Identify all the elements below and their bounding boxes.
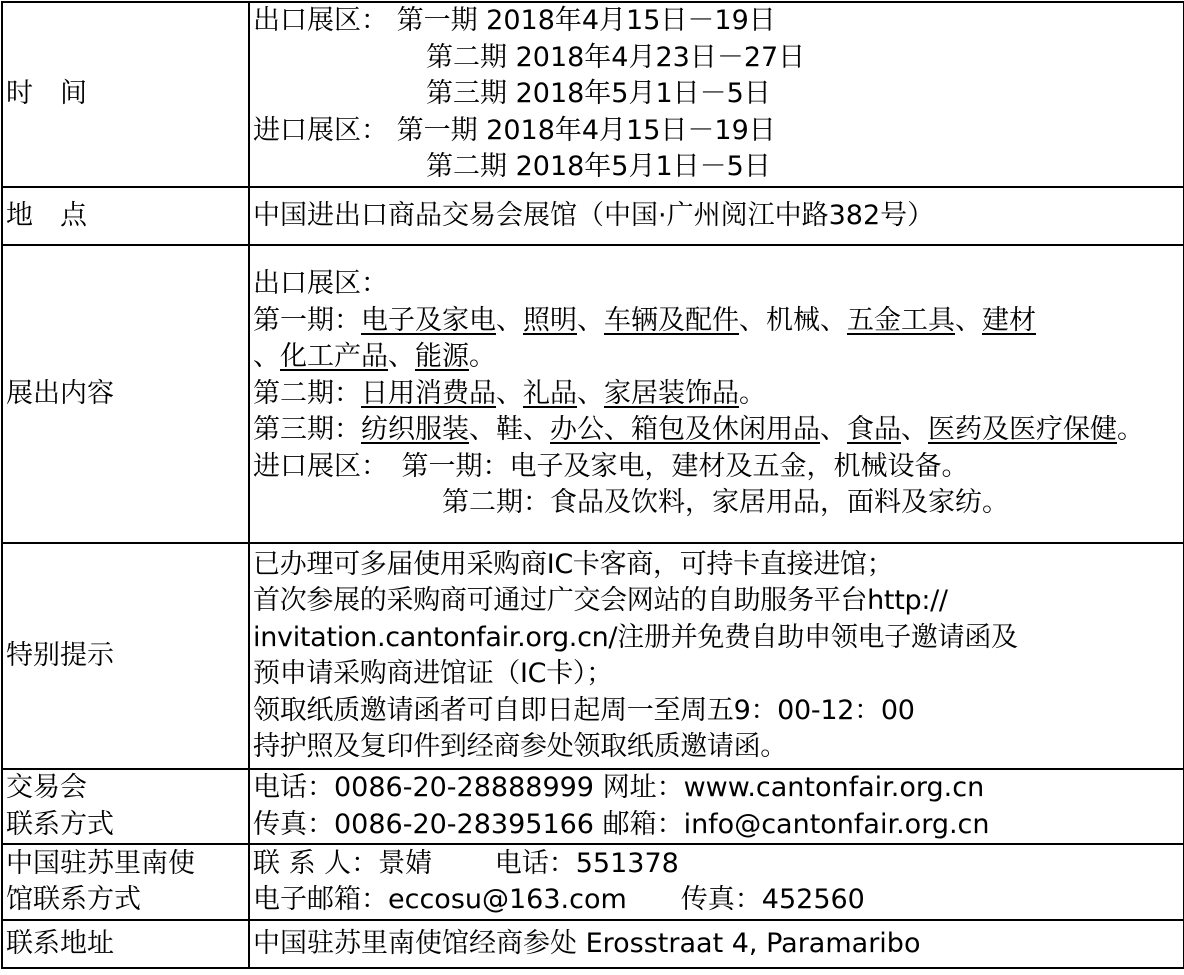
notice-row	[2, 543, 1184, 769]
notice-line: 领取纸质邀请函者可自即日起周一至周五9：00-12：00	[253, 694, 915, 726]
notice-line: 首次参展的采购商可通过广交会网站的自助服务平台http://	[253, 585, 948, 616]
exhibit-item: 电子及家电	[361, 304, 496, 336]
exhibits-label: 展出内容	[2, 245, 249, 543]
fair-fax-email: 传真：0086-20-28395166 邮箱：info@cantonfair.org.cn	[253, 808, 990, 840]
time-content	[249, 2, 1184, 187]
exhibit-item: 家居装饰品	[604, 377, 739, 409]
fair-contact-row	[2, 769, 1184, 844]
location-content: 中国进出口商品交易会展馆（中国·广州阅江中路382号）	[249, 187, 1184, 245]
import-phase1: 第一期：电子及家电，建材及五金，机械设备。	[401, 450, 969, 482]
exhibit-item: 纺织服装	[361, 414, 469, 446]
exhibit-item: 鞋	[496, 414, 523, 446]
notice-content	[249, 543, 1184, 769]
time-line: 进口展区： 第一期 2018年4月15日－19日	[253, 114, 776, 146]
fair-contact-label-line: 联系方式	[6, 808, 114, 840]
phase2-line: 第二期：日用消费品、礼品、家居装饰品。	[253, 377, 766, 409]
exhibit-item: 五金工具	[847, 304, 955, 336]
import-header: 进口展区：	[253, 450, 375, 482]
location-label: 地 点	[2, 187, 249, 245]
time-line: 第二期 2018年4月23日－27日	[426, 41, 806, 73]
time-label: 时 间	[2, 2, 249, 187]
fair-contact-label-line: 交易会	[6, 772, 87, 803]
exhibits-row	[2, 245, 1184, 543]
phase2-prefix: 第二期：	[253, 377, 361, 409]
address-row	[2, 920, 1184, 968]
time-line: 第二期 2018年5月1日－5日	[426, 151, 771, 183]
import-header-line	[253, 449, 1183, 486]
exhibit-item: 化工产品	[280, 341, 388, 373]
phase3-line: 第三期：纺织服装、鞋、办公、箱包及休闲用品、食品、医药及医疗保健。	[253, 414, 1144, 446]
import-phase2: 第二期：食品及饮料，家居用品，面料及家纺。	[442, 487, 1009, 519]
exhibit-item: 建材	[982, 304, 1036, 336]
embassy-email-fax: 电子邮箱：eccosu@163.com 传真：452560	[253, 884, 865, 915]
location-row	[2, 187, 1184, 245]
notice-line: 预申请采购商进馆证（IC卡）；	[253, 658, 613, 689]
exhibit-item: 食品	[847, 414, 901, 446]
notice-line: 已办理可多届使用采购商IC卡客商，可持卡直接进馆；	[253, 548, 894, 580]
time-line: 出口展区： 第一期 2018年4月15日－19日	[253, 5, 776, 37]
export-header: 出口展区：	[253, 268, 388, 300]
embassy-contact-person-phone: 联 系 人：景婧 电话：551378	[253, 847, 679, 879]
fair-contact-content	[249, 769, 1184, 844]
exhibit-item: 日用消费品	[361, 377, 496, 409]
address-content: 中国驻苏里南使馆经商参处 Erosstraat 4, Paramaribo	[249, 920, 1184, 968]
notice-line: 持护照及复印件到经商参处领取纸质邀请函。	[253, 731, 787, 762]
address-label: 联系地址	[2, 920, 249, 968]
exhibits-content	[249, 245, 1184, 543]
exhibit-item: 机械	[766, 304, 820, 336]
phase1-line-cont: 、化工产品、能源。	[253, 341, 496, 373]
time-row	[2, 2, 1184, 187]
exhibit-item: 照明	[523, 304, 577, 336]
fair-contact-label	[2, 769, 249, 844]
notice-label: 特别提示	[2, 543, 249, 769]
exhibit-item: 办公、箱包及休闲用品	[550, 414, 820, 446]
fair-phone-website: 电话：0086-20-28888999 网址：www.cantonfair.org.cn	[253, 772, 985, 803]
embassy-contact-label-line: 中国驻苏里南使	[6, 847, 195, 879]
phase1-prefix: 第一期：	[253, 304, 361, 336]
embassy-contact-label	[2, 844, 249, 920]
exhibit-item: 车辆及配件	[604, 304, 739, 336]
embassy-contact-row	[2, 844, 1184, 920]
phase3-prefix: 第三期：	[253, 414, 361, 446]
embassy-contact-label-line: 馆联系方式	[6, 884, 141, 915]
exhibit-item: 能源	[415, 341, 469, 373]
notice-line: invitation.cantonfair.org.cn/注册并免费自助申领电子邀请函及	[253, 621, 1018, 653]
embassy-contact-content	[249, 844, 1184, 920]
exhibit-item: 礼品	[523, 377, 577, 409]
exhibit-item: 医药及医疗保健	[928, 414, 1117, 446]
time-line: 第三期 2018年5月1日－5日	[426, 78, 771, 110]
info-table	[1, 1, 1184, 969]
phase1-line: 第一期：电子及家电、照明、车辆及配件、机械、五金工具、建材	[253, 304, 1036, 336]
